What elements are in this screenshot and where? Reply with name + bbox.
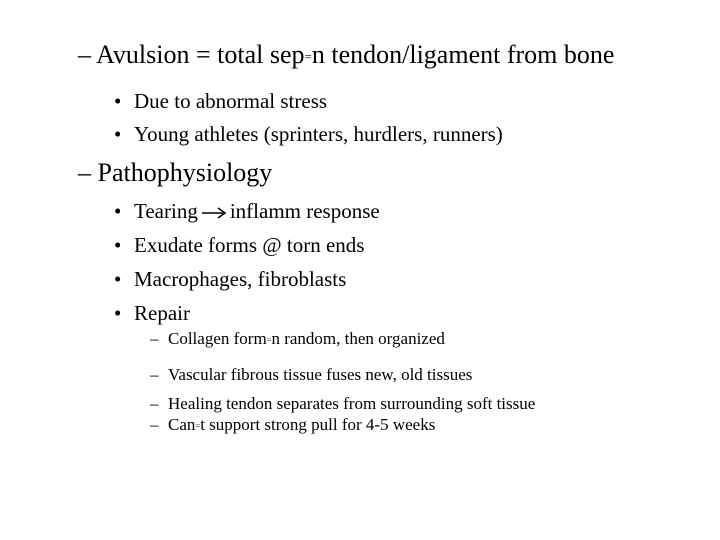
separator-glyph: = (195, 420, 201, 431)
bullet-text: Avulsion = total sep=n tendon/ligament from bone (96, 40, 615, 69)
separator-glyph: = (304, 49, 312, 65)
dash-marker: – (150, 415, 159, 434)
bullet-marker: • (114, 199, 122, 223)
dash-marker: – (78, 40, 91, 69)
bullet-marker: • (114, 122, 122, 146)
sub-bullet-line (150, 395, 535, 412)
right-arrow-icon (200, 203, 228, 224)
bullet-text: Due to abnormal stress (134, 89, 328, 113)
bullet-line (78, 42, 614, 68)
bullet-marker: • (114, 301, 122, 325)
dash-marker: – (150, 329, 159, 348)
bullet-marker: • (114, 267, 122, 291)
bullet-line (114, 124, 503, 145)
bullet-text: Tearing inflamm response (134, 199, 380, 223)
bullet-text: Vascular fibrous tissue fuses new, old tissues (168, 365, 473, 384)
sub-bullet-line (150, 330, 445, 347)
bullet-line (114, 235, 364, 256)
bullet-marker: • (114, 233, 122, 257)
bullet-text: Collagen form=n random, then organized (168, 329, 445, 348)
bullet-marker: • (114, 89, 122, 113)
bullet-text: Repair (134, 301, 190, 325)
bullet-text: Healing tendon separates from surrounding soft tissue (168, 394, 536, 413)
bullet-line (114, 269, 346, 290)
bullet-text: Young athletes (sprinters, hurdlers, runners) (134, 122, 503, 146)
bullet-text: Exudate forms @ torn ends (134, 233, 365, 257)
dash-marker: – (150, 365, 159, 384)
sub-bullet-line (150, 416, 435, 433)
dash-marker: – (150, 394, 159, 413)
sub-bullet-line (150, 366, 472, 383)
bullet-line (114, 201, 380, 224)
separator-glyph: = (266, 334, 272, 345)
bullet-text: Can=t support strong pull for 4-5 weeks (168, 415, 436, 434)
bullet-line (114, 303, 190, 324)
bullet-line (78, 160, 272, 186)
bullet-text: Pathophysiology (97, 158, 273, 187)
dash-marker: – (78, 158, 91, 187)
bullet-line (114, 91, 327, 112)
bullet-text: Macrophages, fibroblasts (134, 267, 347, 291)
